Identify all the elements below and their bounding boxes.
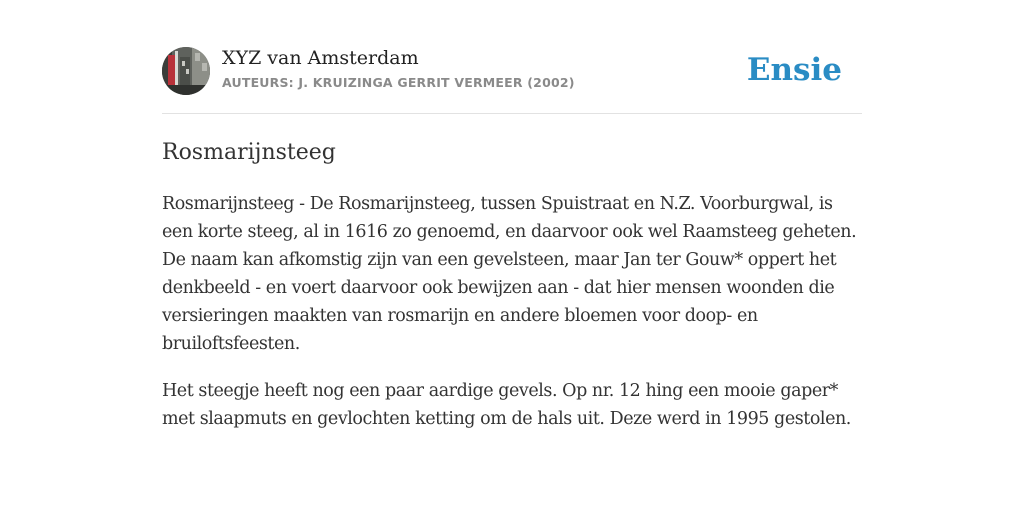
book-cover-thumbnail-icon[interactable] [162,47,210,95]
book-title[interactable]: XYZ van Amsterdam [222,47,419,69]
entry-card [162,46,862,429]
entry-body [162,190,862,452]
ensie-logo[interactable]: Ensie [746,52,842,88]
header [162,46,862,96]
book-authors: AUTEURS: J. KRUIZINGA GERRIT VERMEER (2002) [222,75,575,90]
entry-paragraph: Rosmarijnsteeg - De Rosmarijnsteeg, tussen Spuistraat en N.Z. Voorburgwal, is een korte steeg, al in 1616 zo genoemd, en daarvoor ook wel Raamsteeg geheten. De naam kan afkomstig zijn van een gevelsteen, maar Jan ter Gouw* oppert het denkbeeld - en voert daarvoor ook bewijzen aan - dat hier mensen woonden die versieringen maakten van rosmarijn en andere bloemen voor doop- en bruiloftsfeesten. [162,194,857,354]
header-divider [162,113,862,114]
entry-paragraph: Het steegje heeft nog een paar aardige gevels. Op nr. 12 hing een mooie gaper* met slaapmuts en gevlochten ketting om de hals uit. Deze werd in 1995 gestolen. [162,381,851,429]
entry-title: Rosmarijnsteeg [162,140,336,165]
